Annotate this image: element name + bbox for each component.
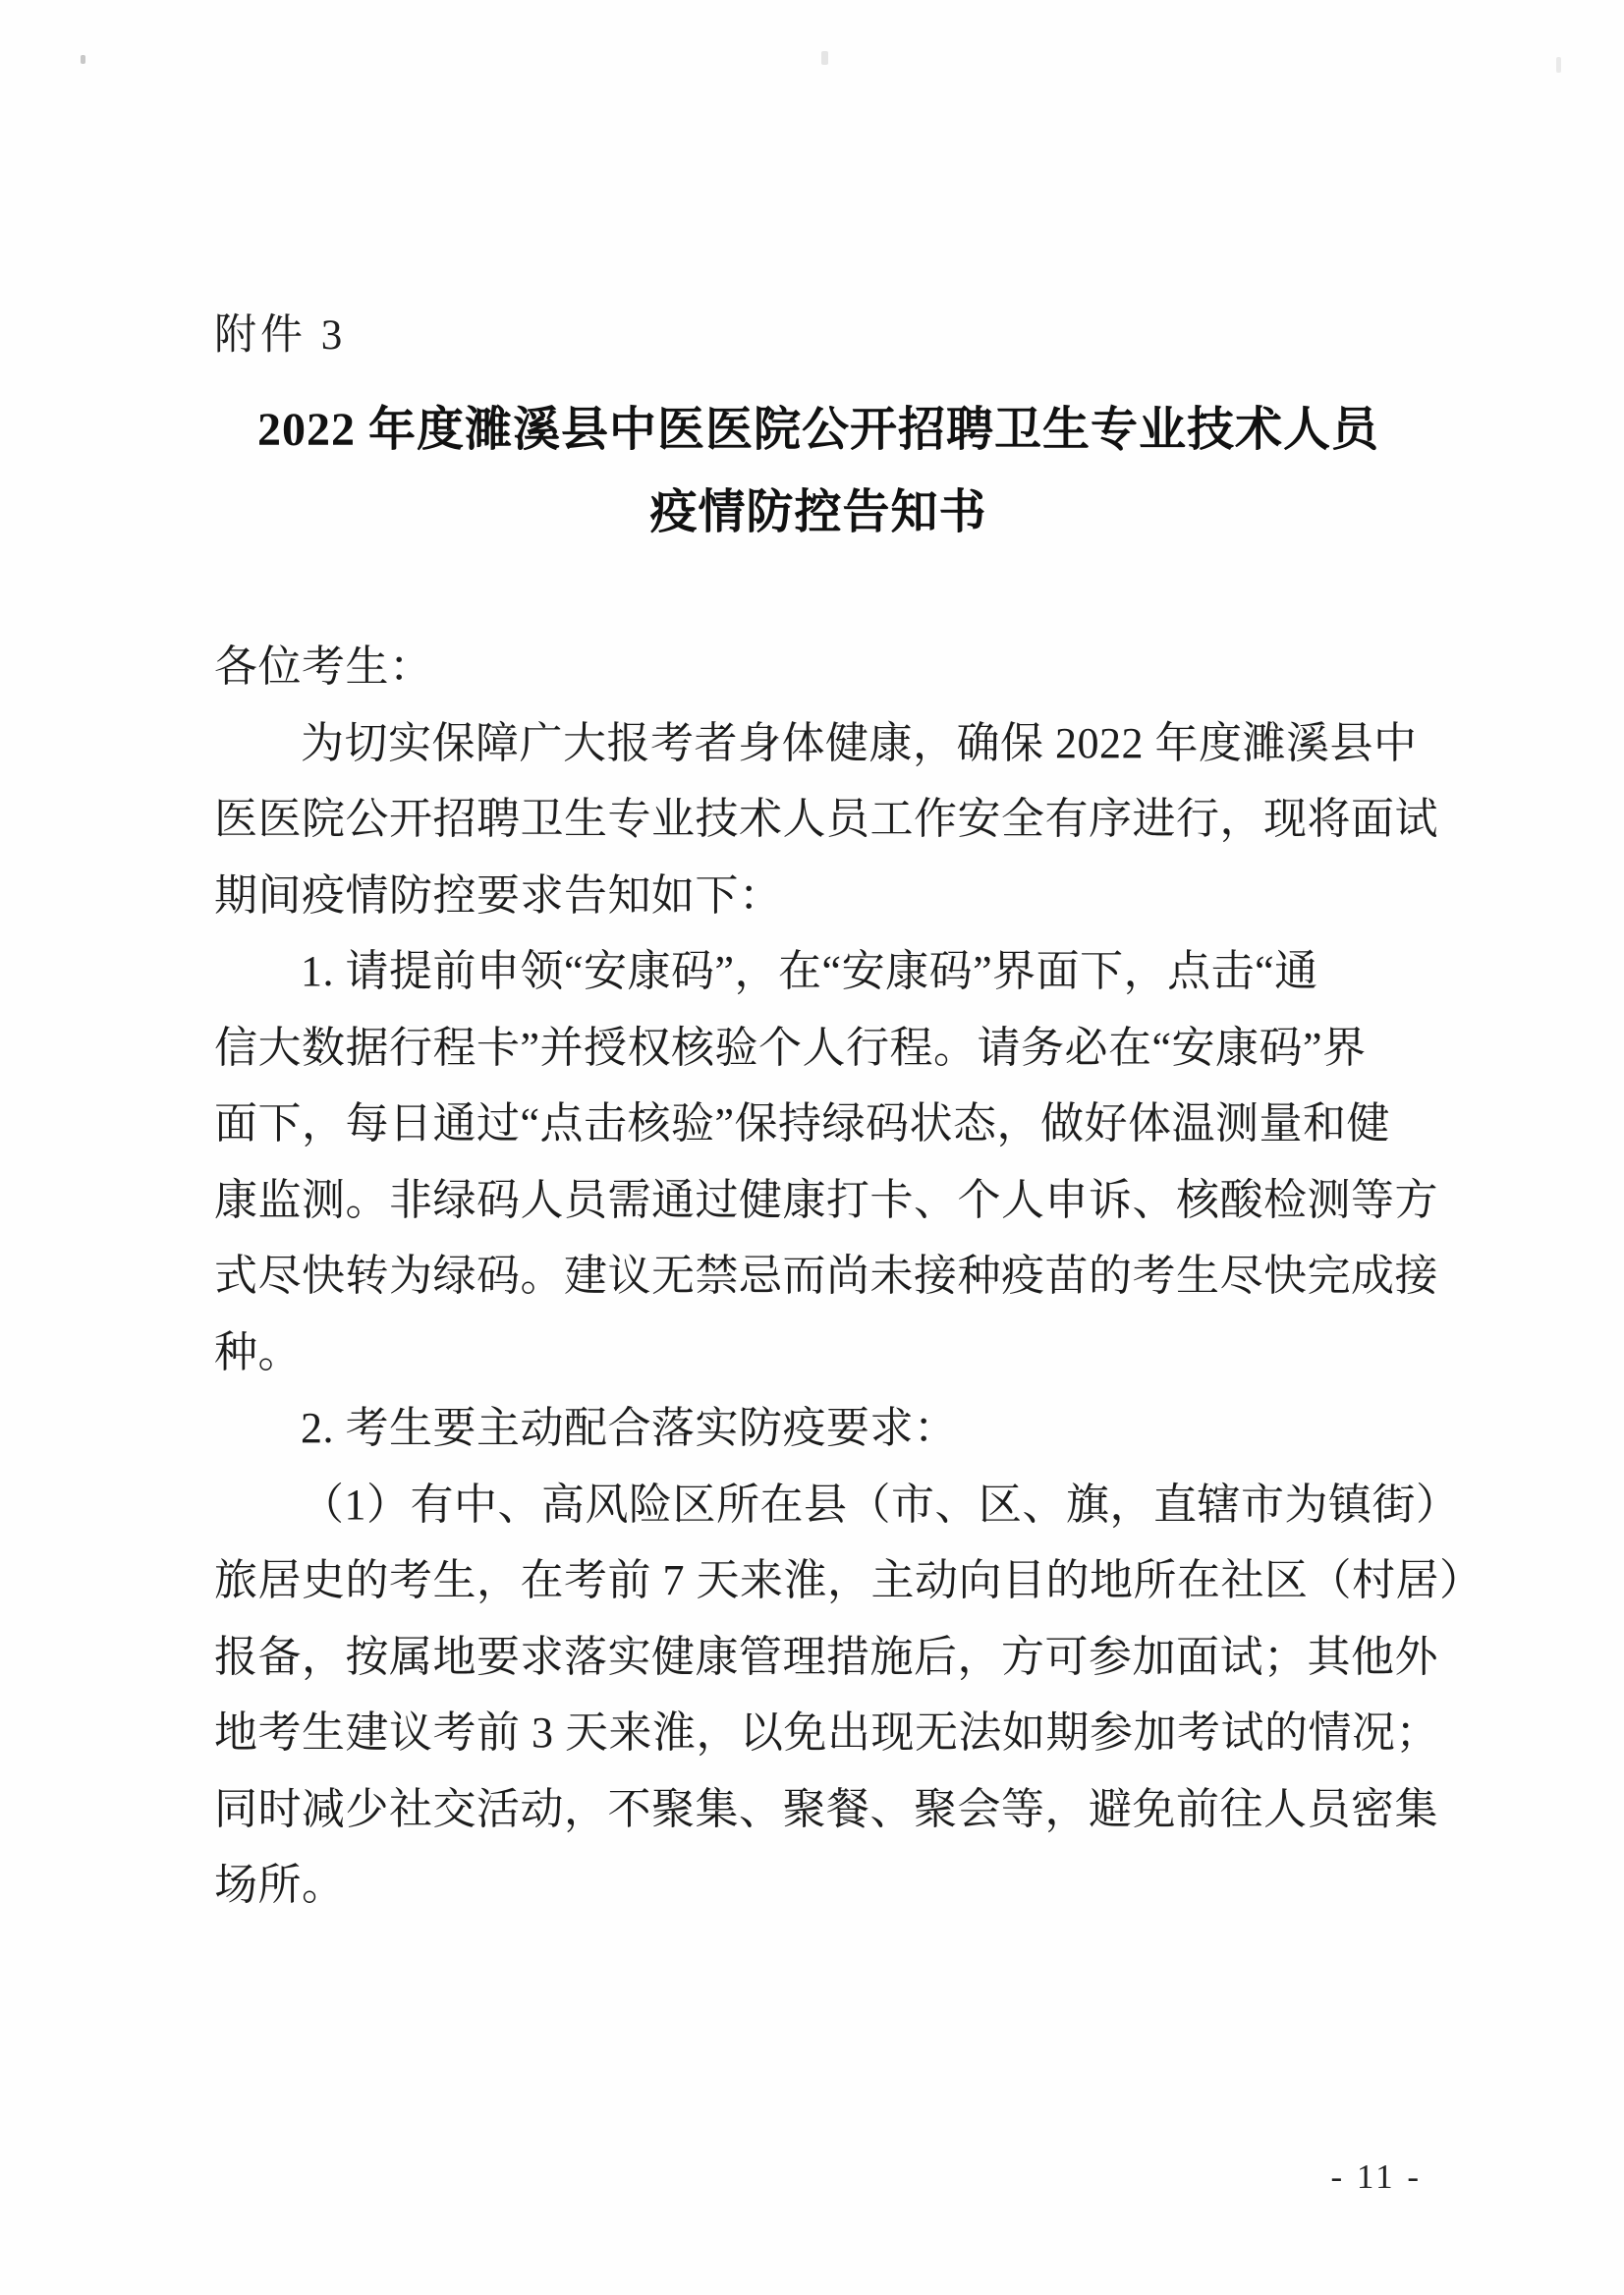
body-line-sub-item-1: （1）有中、高风险区所在县（市、区、旗，直辖市为镇街） [301,1480,1460,1529]
scan-speck [1556,57,1561,73]
body-line: 地考生建议考前 3 天来淮，以免出现无法如期参加考试的情况； [214,1708,1439,1757]
body-line: 式尽快转为绿码。建议无禁忌而尚未接种疫苗的考生尽快完成接 [214,1252,1438,1300]
scan-speck [81,55,85,64]
body-line: 康监测。非绿码人员需通过健康打卡、个人申诉、核酸检测等方 [214,1175,1438,1224]
body-line: 医医院公开招聘卫生专业技术人员工作安全有序进行，现将面试 [214,795,1438,843]
body-line-item-2: 2. 考生要主动配合落实防疫要求： [301,1404,958,1452]
scan-speck [821,51,828,65]
document-title-line-2: 疫情防控告知书 [649,486,987,538]
body-line: 面下，每日通过“点击核验”保持绿码状态，做好体温测量和健 [214,1099,1391,1148]
document-title [200,389,1436,554]
body-line: 为切实保障广大报考者身体健康，确保 2022 年度濉溪县中 [301,718,1418,767]
body-line: 信大数据行程卡”并授权核验个人行程。请务必在“安康码”界 [214,1023,1367,1072]
attachment-label: 附件 3 [214,312,347,359]
page-number: - 11 - [1330,2157,1422,2196]
document-title-line-1: 2022 年度濉溪县中医医院公开招聘卫生专业技术人员 [256,404,1379,456]
body-line: 同时减少社交活动，不聚集、聚餐、聚会等，避免前往人员密集 [214,1784,1438,1833]
body-line: 期间疫情防控要求告知如下： [214,870,783,920]
body-line-item-1: 1. 请提前申领“安康码”，在“安康码”界面下，点击“通 [301,947,1318,995]
document-body [214,629,1484,1924]
body-line: 旅居史的考生，在考前 7 天来淮，主动向目的地所在社区（村居） [214,1556,1484,1604]
body-line: 场所。 [214,1861,346,1909]
body-line-salutation: 各位考生： [214,643,433,691]
body-line: 种。 [214,1327,302,1376]
body-line: 报备，按属地要求落实健康管理措施后，方可参加面试；其他外 [214,1632,1438,1681]
